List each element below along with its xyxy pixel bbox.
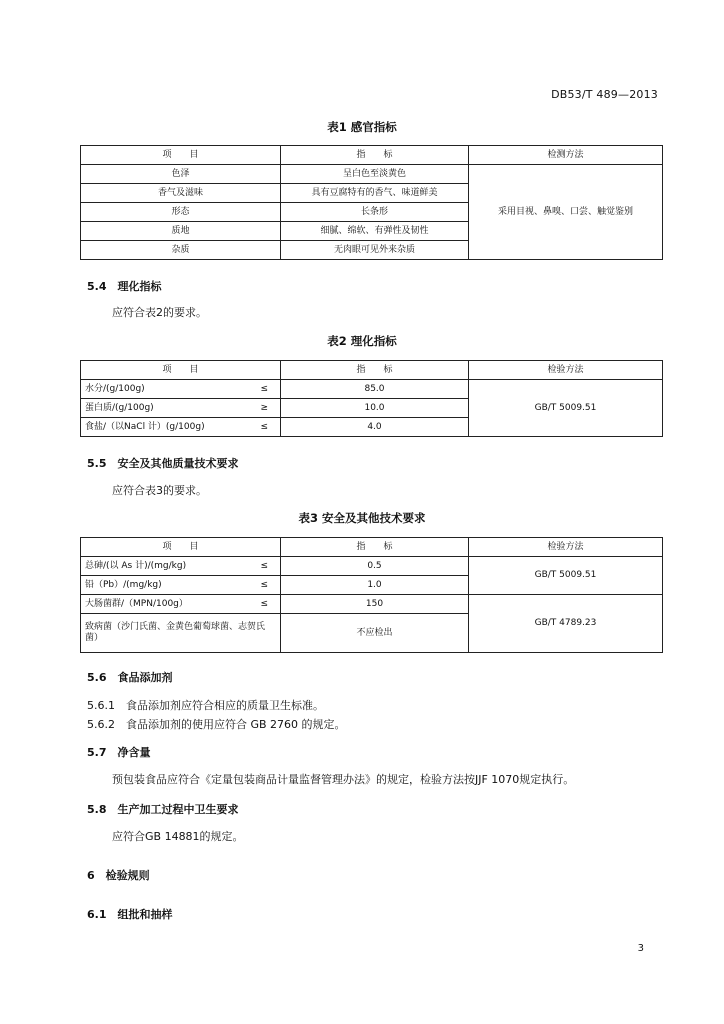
page-number: 3 [637,943,644,954]
table3-caption: 表3 安全及其他技术要求 [298,511,426,525]
item-cell: 色泽 [81,165,281,184]
item-cell [81,595,281,614]
item-cell [81,576,281,595]
table-header-row [81,361,663,380]
header-cell: 检测方法 [469,146,663,165]
header-cell: 指 标 [281,538,469,557]
table2-physicochemical [80,360,663,437]
table1-sensory-indicators [80,145,663,260]
comparison-symbol: ≤ [260,598,268,609]
item-label: 总砷/(以 As 计)/(mg/kg) [85,560,187,571]
value-cell: 85.0 [281,380,469,399]
item-label: 蛋白质/(g/100g) [85,402,154,413]
header-cell: 检验方法 [469,361,663,380]
header-cell: 指 标 [281,361,469,380]
value-cell: 细腻、绵软、有弹性及韧性 [281,222,469,241]
section-5-4-text: 应符合表2的要求。 [112,306,207,319]
item-cell: 质地 [81,222,281,241]
section-6-heading: 6 检验规则 [87,869,150,882]
table1-caption: 表1 感官指标 [327,120,397,134]
item-cell [81,399,281,418]
section-5-6-1-text: 5.6.1 食品添加剂应符合相应的质量卫生标准。 [87,699,324,712]
header-cell: 指 标 [281,146,469,165]
table2-caption: 表2 理化指标 [327,334,397,348]
item-cell [81,380,281,399]
item-cell: 形态 [81,203,281,222]
header-cell: 项 目 [81,146,281,165]
table-header-row [81,538,663,557]
value-cell: 0.5 [281,557,469,576]
item-label: 大肠菌群/（MPN/100g） [85,598,188,609]
table-row [81,595,663,614]
header-cell: 检验方法 [469,538,663,557]
item-cell [81,557,281,576]
header-cell: 项 目 [81,361,281,380]
table-row [81,380,663,399]
section-5-5-heading: 5.5 安全及其他质量技术要求 [87,457,239,470]
section-5-6-heading: 5.6 食品添加剂 [87,671,173,684]
item-cell: 香气及滋味 [81,184,281,203]
section-5-8-heading: 5.8 生产加工过程中卫生要求 [87,803,239,816]
method-cell: GB/T 5009.51 [469,557,663,595]
table-row [81,165,663,184]
value-cell: 具有豆腐特有的香气、味道鲜美 [281,184,469,203]
table3-safety-requirements [80,537,663,653]
value-cell: 4.0 [281,418,469,437]
section-5-6-2-text: 5.6.2 食品添加剂的使用应符合 GB 2760 的规定。 [87,718,346,731]
section-5-7-text: 预包装食品应符合《定量包装商品计量监督管理办法》的规定，检验方法按JJF 1070规定执行。 [112,773,575,786]
section-5-8-text: 应符合GB 14881的规定。 [112,830,244,843]
value-cell: 10.0 [281,399,469,418]
comparison-symbol: ≤ [260,421,268,432]
section-5-7-heading: 5.7 净含量 [87,746,151,759]
comparison-symbol: ≤ [260,560,268,571]
item-label: 铅（Pb）/(mg/kg) [85,579,162,590]
document-code: DB53/T 489—2013 [551,88,658,101]
table-row [81,557,663,576]
comparison-symbol: ≤ [260,579,268,590]
value-cell: 1.0 [281,576,469,595]
method-cell: GB/T 5009.51 [469,380,663,437]
section-5-5-text: 应符合表3的要求。 [112,484,207,497]
section-5-4-heading: 5.4 理化指标 [87,280,162,293]
method-cell: 采用目视、鼻嗅、口尝、触觉鉴别 [469,165,663,260]
item-label: 水分/(g/100g) [85,383,145,394]
method-cell: GB/T 4789.23 [469,595,663,653]
value-cell: 长条形 [281,203,469,222]
comparison-symbol: ≤ [260,383,268,394]
table-header-row [81,146,663,165]
item-label: 食盐/（以NaCl 计）(g/100g) [85,421,205,432]
value-cell: 呈白色至淡黄色 [281,165,469,184]
item-cell: 杂质 [81,241,281,260]
section-6-1-heading: 6.1 组批和抽样 [87,908,173,921]
item-cell [81,418,281,437]
header-cell: 项 目 [81,538,281,557]
comparison-symbol: ≥ [260,402,268,413]
value-cell: 不应检出 [281,614,469,653]
value-cell: 无肉眼可见外来杂质 [281,241,469,260]
item-cell: 致病菌（沙门氏菌、金黄色葡萄球菌、志贺氏菌） [81,614,281,653]
value-cell: 150 [281,595,469,614]
